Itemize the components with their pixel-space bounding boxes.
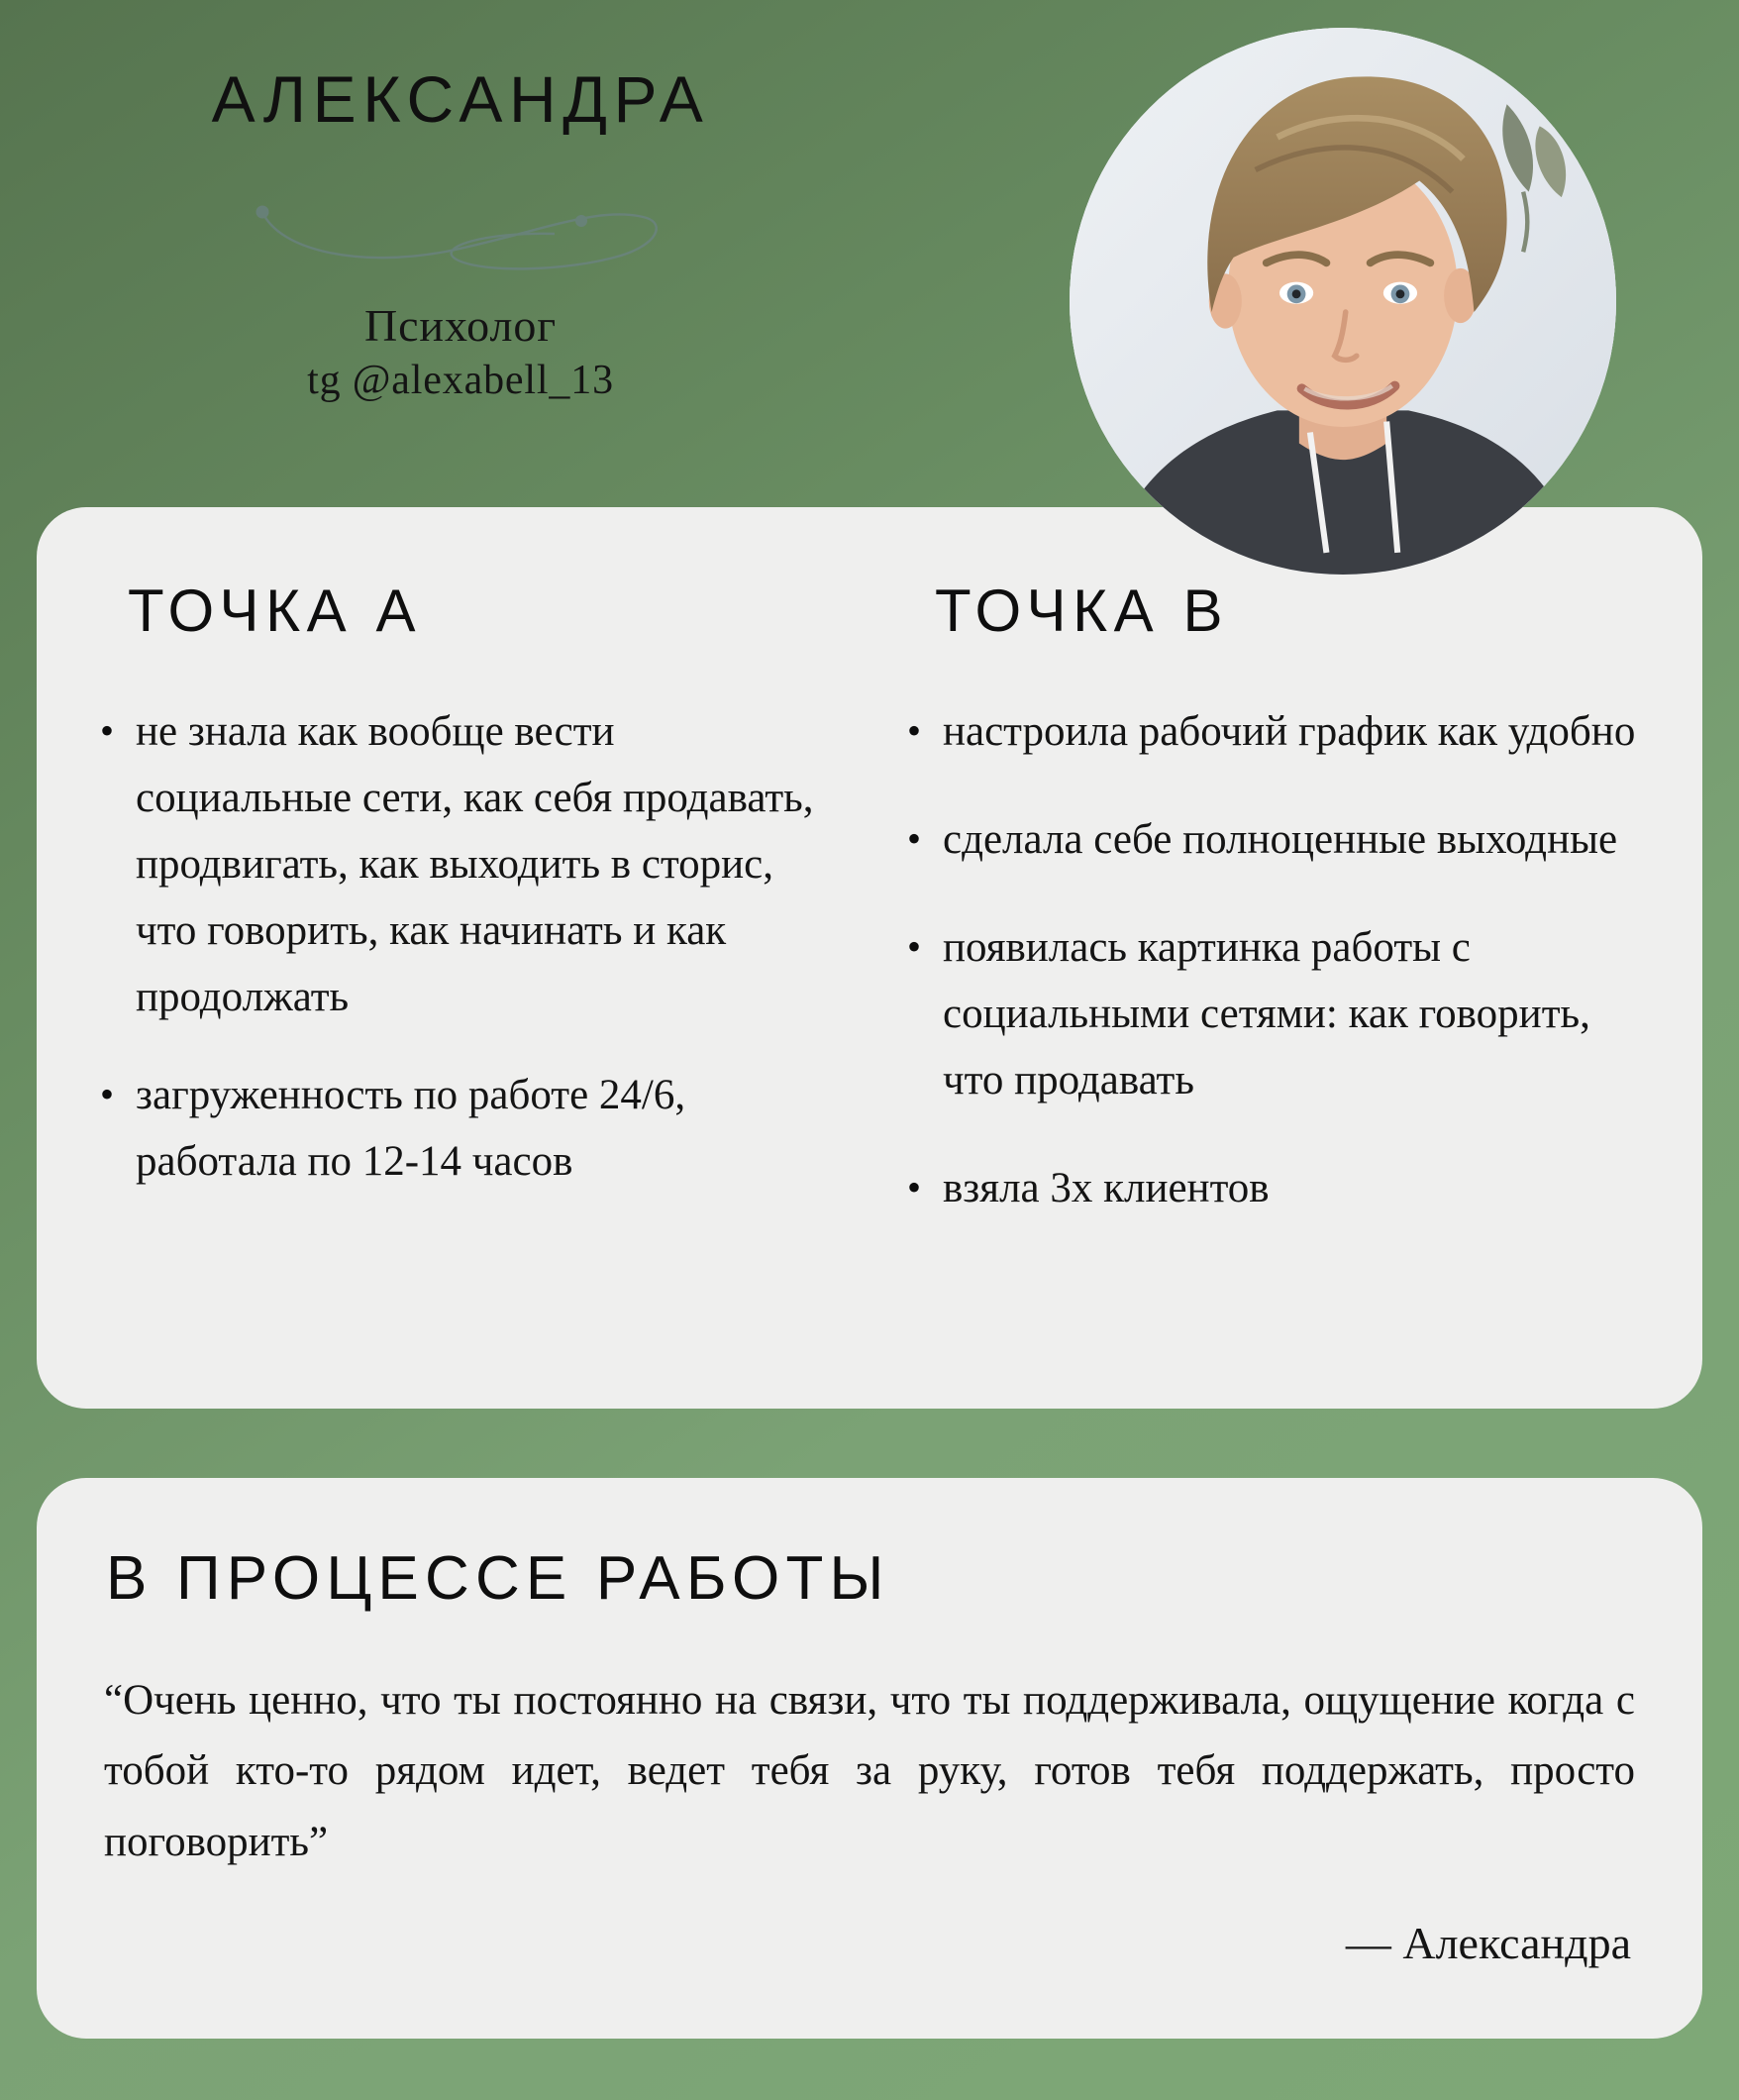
flourish-decoration — [253, 194, 668, 283]
bullet-icon: • — [907, 1165, 922, 1210]
role-label: Психолог — [363, 300, 558, 351]
bullet-text: появилась картинка работы с социальными сетями: как говорить, что продавать — [943, 924, 1590, 1104]
point-a-title: ТОЧКА А — [128, 578, 423, 644]
bullet-icon: • — [907, 816, 922, 862]
quote-attribution: — Александра — [1345, 1918, 1631, 1969]
process-card — [37, 1478, 1702, 2039]
profile-photo — [1070, 28, 1616, 575]
title-block — [0, 0, 921, 137]
point-a-section — [92, 569, 840, 1221]
telegram-handle[interactable]: tg @alexabell_13 — [307, 358, 614, 403]
header — [0, 0, 1739, 507]
list-item — [907, 698, 1647, 765]
portrait-illustration — [1070, 28, 1616, 575]
bullet-icon: • — [100, 708, 115, 753]
bullet-icon: • — [100, 1072, 115, 1117]
list-item — [907, 1155, 1647, 1221]
bullet-text: взяла 3х клиентов — [943, 1165, 1270, 1212]
bullet-text: сделала себе полноценные выходные — [943, 816, 1618, 864]
points-grid — [92, 569, 1647, 1221]
bullet-text: настроила рабочий график как удобно — [943, 708, 1636, 755]
points-card — [37, 507, 1702, 1409]
process-title: В ПРОЦЕССЕ РАБОТЫ — [106, 1544, 890, 1613]
point-b-section — [899, 569, 1647, 1221]
bullet-text: не знала как вообще вести социальные сети, как себя продавать, продвигать, как выходить в сторис, что говорить, как начинать и как продолжать — [136, 708, 814, 1021]
quote-text: “Очень ценно, что ты постоянно на связи, что ты поддерживала, ощущение когда с тобой кто-то рядом идет, ведет тебя за руку, готов тебя поддержать, просто поговорить” — [104, 1677, 1635, 1865]
point-b-list — [899, 698, 1647, 1221]
list-item — [100, 1062, 840, 1195]
list-item — [100, 698, 840, 1030]
point-b-title: ТОЧКА В — [935, 578, 1230, 644]
point-a-list — [92, 698, 840, 1196]
bullet-icon: • — [907, 924, 922, 970]
page-title: АЛЕКСАНДРА — [211, 62, 710, 136]
bullet-icon: • — [907, 708, 922, 753]
list-item — [907, 914, 1647, 1113]
list-item — [907, 806, 1647, 873]
bullet-text: загруженность по работе 24/6, работала по 12-14 часов — [136, 1072, 686, 1186]
